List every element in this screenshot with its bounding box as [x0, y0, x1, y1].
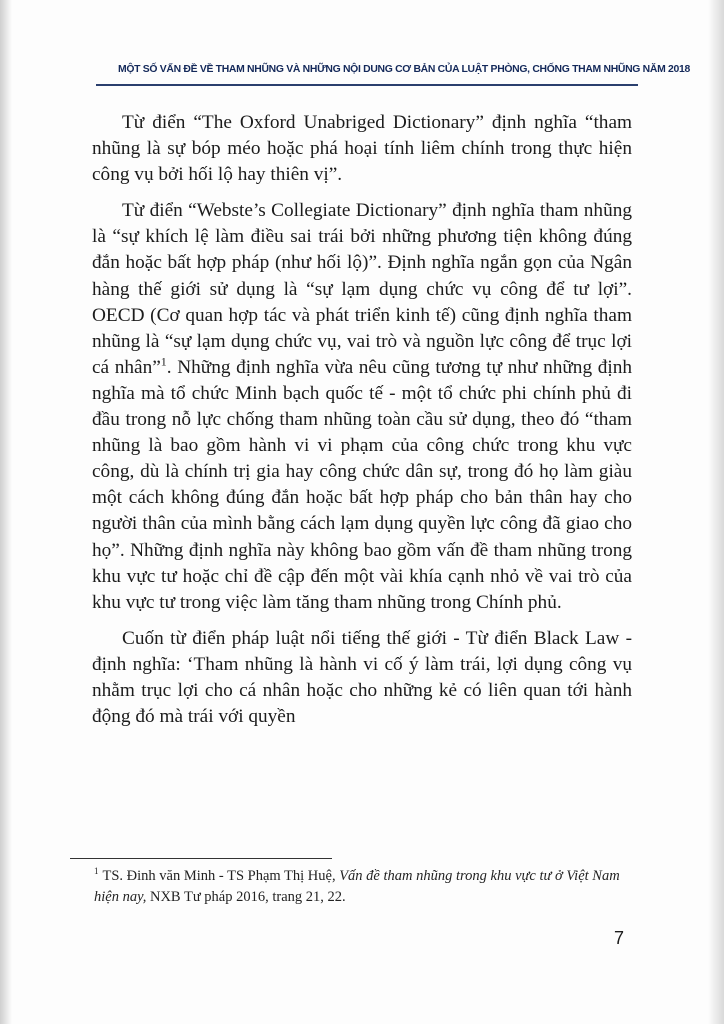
- header-rule: [96, 84, 638, 86]
- footnote-title: Vấn đề tham nhũng trong khu vực tư ở Việt Nam hiện nay,: [94, 868, 620, 905]
- footnote-publisher: NXB Tư pháp 2016, trang 21, 22.: [146, 889, 346, 905]
- paragraph-1: Từ điển “The Oxford Unabriged Dictionary” định nghĩa “tham nhũng là sự bóp méo hoặc phá hoại tính liêm chính trong thực hiện công vụ bởi hối lộ hay thiên vị”.: [92, 112, 632, 186]
- page-gutter-shadow: [0, 0, 12, 1024]
- footnote-reference[interactable]: 1: [160, 354, 167, 369]
- footnote-rule: [70, 858, 332, 859]
- page-number: 7: [614, 928, 625, 948]
- paragraph-2-part-2: . Những định nghĩa vừa nêu cũng tương tự như những định nghĩa mà tổ chức Minh bạch quốc tế - một tổ chức phi chính phủ đi đầu trong nỗ lực chống tham nhũng toàn cầu sử dụng, theo đó “tham nhũng là bao gồm hành vi vi phạm của công chức trong khu vực công, dù là chính trị gia hay công chức dân sự, trong đó họ làm giàu một cách không đúng đắn hoặc bất hợp pháp cho bản thân hay cho người thân của mình bằng cách lạm dụng quyền lực công đã giao cho họ”. Những định nghĩa này không bao gồm vấn đề tham nhũng trong khu vực tư hoặc chỉ đề cập đến một vài khía cạnh nhỏ về vai trò của khu vực tư trong việc làm tăng tham nhũng trong Chính phủ.: [92, 356, 632, 613]
- paragraph-2-part-1: Từ điển “Webste’s Collegiate Dictionary” định nghĩa tham nhũng là “sự khích lệ làm điều sai trái bởi những phương tiện không đúng đắn hoặc bất hợp pháp (như hối lộ)”. Định nghĩa ngắn gọn của Ngân hàng thế giới sử dụng là “sự lạm dụng chức vụ công để tư lợi”. OECD (Cơ quan hợp tác và phát triển kinh tế) cũng định nghĩa tham nhũng là “sự lạm dụng chức vụ, vai trò và nguồn lực công để trục lợi cá nhân”: [92, 200, 632, 378]
- paragraph-3: Cuốn từ điển pháp luật nổi tiếng thế giới - Từ điển Black Law - định nghĩa: ‘Tham nhũng là hành vi cố ý làm trái, lợi dụng công vụ nhằm trục lợi cho cá nhân hoặc cho những kẻ có liên quan tới hành động đó mà trái với quyền: [92, 627, 632, 728]
- footnote-number: 1: [94, 866, 99, 877]
- paragraph-2: [92, 198, 632, 616]
- body-text: [92, 110, 632, 740]
- running-header: MỘT SỐ VẤN ĐỀ VỀ THAM NHŨNG VÀ NHỮNG NỘI DUNG CƠ BẢN CỦA LUẬT PHÒNG, CHỐNG THAM NHŨNG NĂM 2018: [118, 64, 690, 75]
- footnote-authors: TS. Đinh văn Minh - TS Phạm Thị Huệ,: [102, 868, 340, 884]
- page-edge-shadow: [708, 0, 724, 1024]
- footnote: [94, 866, 634, 908]
